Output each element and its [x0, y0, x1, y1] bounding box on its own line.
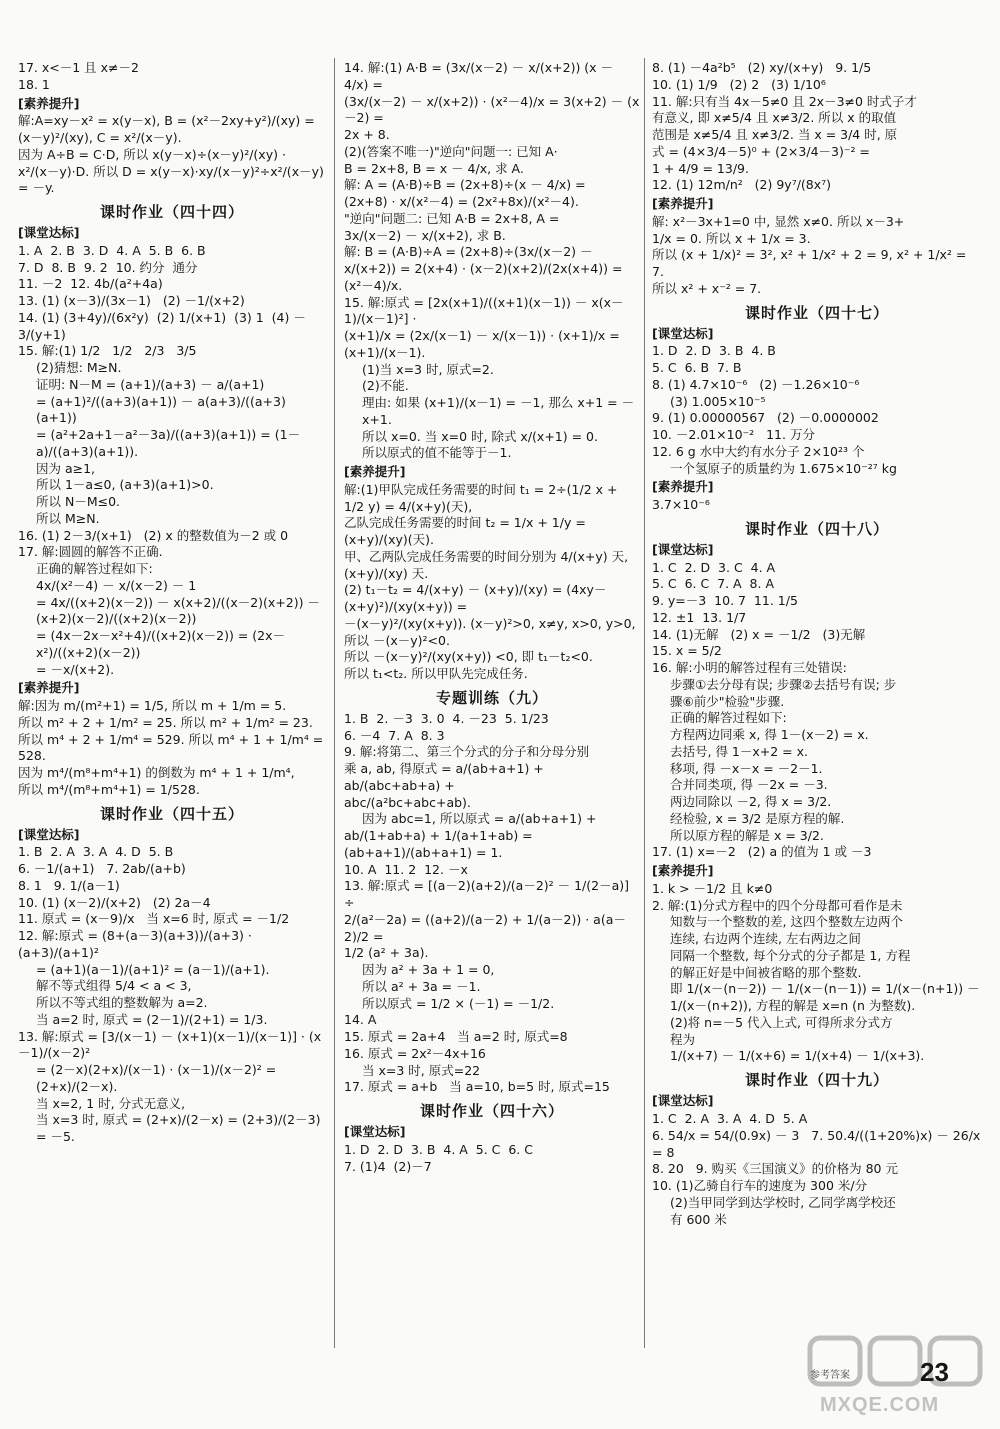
answer-line: 所以 －(x－y)²<0.	[344, 632, 450, 648]
answer-line: 12. (1) 12m/n² (2) 9y⁷/(8x⁷)	[652, 177, 832, 193]
answer-line: 1/2 y) = 4/(x+y)(天),	[344, 498, 473, 514]
answer-line: 乙队完成任务需要的时间 t₂ = 1/x + 1/y = (x+y)/(xy)(天).	[344, 515, 590, 547]
watermark	[800, 1330, 990, 1420]
answer-line: 范围是 x≠5/4 且 x≠3/2. 当 x = 3/4 时, 原	[652, 127, 898, 142]
answer-line: 解: A = (A·B)÷B = (2x+8)÷(x － 4/x) =	[344, 177, 586, 193]
answer-line: 1. C 2. A 3. A 4. D 5. A	[652, 1111, 808, 1127]
answer-line-indented: 即 1/(x－(n－2)) － 1/(x－(n－1)) = 1/(x－(n+1)) －	[670, 981, 980, 997]
answer-line: 3x/(x－2) － x/(x+2), 求 B.	[344, 227, 506, 243]
column-middle	[344, 60, 640, 1380]
answer-line: 12. 6 g 水中大约有水分子 2×10²³ 个	[652, 443, 865, 459]
section-heading: 课时作业（四十九）	[744, 1071, 889, 1090]
answer-line-indented: 连续, 右边两个连续, 左右两边之间	[670, 931, 861, 947]
answer-line: 甲、乙两队完成任务需要的时间分别为 4/(x+y) 天,	[344, 548, 629, 564]
answer-line: 3.7×10⁻⁶	[652, 497, 710, 513]
answer-line-indented: = －x/(x+2).	[36, 661, 115, 677]
answer-line: 12. 解:原式 = (8+(a－3)(a+3))/(a+3) · (a+3)/(a+1)²	[18, 928, 256, 960]
answer-line-indented: 所以不等式组的整数解为 a=2.	[36, 995, 208, 1011]
answer-line: (3x/(x－2) － x/(x+2)) · (x²－4)/x = 3(x+2) － (x－2) =	[344, 93, 640, 126]
answer-line: 10. (1) 1/9 (2) 2 (3) 1/10⁶	[652, 76, 826, 92]
answer-line: 式 = (4×3/4－5)⁰ + (2×3/4－3)⁻² =	[652, 143, 870, 159]
answer-line: 9. (1) 0.00000567 (2) －0.0000002	[652, 410, 879, 426]
answer-line: －(x－y)²/(xy(x+y)). (x－y)²>0, x≠y, x>0, y>0,	[344, 615, 636, 631]
answer-line-indented: = (4x－2x－x²+4)/((x+2)(x－2)) = (2x－x²)/((x+2)(x－2))	[36, 628, 286, 660]
answer-line-indented: 当 x=3 时, 原式=22	[362, 1062, 481, 1078]
answer-line-indented: 当 x=3 时, 原式 = (2+x)/(2－x) = (2+3)/(2－3) = －5.	[36, 1112, 325, 1145]
answer-line: 15. 解:(1) 1/2 1/2 2/3 3/5	[18, 343, 197, 359]
answer-line: 6. －1/(a+1) 7. 2ab/(a+b)	[18, 861, 186, 877]
answer-line: 1. C 2. D 3. C 4. A	[652, 559, 776, 575]
subsection-tag: [课堂达标]	[652, 325, 714, 341]
section-heading: 专题训练（九）	[435, 688, 548, 707]
answer-line: 7. (1)4 (2)－7	[344, 1158, 432, 1174]
answer-line: 17. 原式 = a+b 当 a=10, b=5 时, 原式=15	[344, 1079, 610, 1095]
answer-line: 5. C 6. B 7. B	[652, 360, 742, 376]
answer-line: 16. (1) 2－3/(x+1) (2) x 的整数值为－2 或 0	[18, 527, 289, 543]
answer-line: 解:A=xy－x² = x(y－x), B = (x²－2xy+y²)/(xy) =	[18, 113, 315, 129]
answer-line-indented: 正确的解答过程如下:	[670, 710, 787, 726]
answer-line-indented: 的解正好是中间被省略的那个整数.	[670, 964, 862, 980]
answer-line-indented: 程为	[670, 1031, 696, 1047]
answer-line: 有意义, 即 x≠5/4 且 x≠3/2. 所以 x 的取值	[652, 110, 897, 126]
answer-line: B = 2x+8, B = x － 4/x, 求 A.	[344, 160, 524, 176]
answer-line: 16. 原式 = 2x²－4x+16	[344, 1045, 486, 1061]
answer-line-indented: 骤⑥前少"检验"步骤.	[670, 693, 785, 709]
answer-line: 因为 m⁴/(m⁸+m⁴+1) 的倒数为 m⁴ + 1 + 1/m⁴,	[18, 765, 295, 781]
answer-line-indented: (3) 1.005×10⁻⁵	[670, 393, 766, 409]
answer-line: 所以 t₁<t₂. 所以甲队先完成任务.	[344, 666, 528, 681]
answer-line-indented: (2)猜想: M≥N.	[36, 360, 122, 376]
answer-line-indented: 知数与一个整数的差, 这四个整数左边两个	[670, 914, 903, 930]
answer-line: 14. (1) (3+4y)/(6x²y) (2) 1/(x+1) (3) 1 (4) －3/(y+1)	[18, 309, 306, 342]
answer-line: 解: B = (A·B)÷A = (2x+8)÷(3x/(x－2) －	[344, 244, 593, 260]
answer-line: 10. A 11. 2 12. －x	[344, 861, 468, 877]
page-number: 23	[920, 1357, 949, 1387]
answer-line: 6. 54/x = 54/(0.9x) － 3 7. 50.4/((1+20%)x) － 26/x = 8	[652, 1127, 985, 1160]
answer-line-indented: 理由: 如果 (x+1)/(x－1) = －1, 那么 x+1 = －x+1.	[362, 395, 635, 427]
subsection-tag: [素养提升]	[652, 196, 714, 211]
answer-line-indented: = 4x/((x+2)(x－2)) － x(x+2)/((x－2)(x+2)) － (x+2)(x－2)/((x+2)(x－2))	[36, 594, 324, 627]
answer-line: 10. (1) (x－2)/(x+2) (2) 2a－4	[18, 894, 211, 910]
column-divider-2	[644, 58, 645, 1348]
answer-line: 所以 m⁴ + 2 + 1/m⁴ = 529. 所以 m⁴ + 1 + 1/m⁴ = 528.	[18, 731, 328, 764]
subsection-tag: [素养提升]	[18, 680, 80, 696]
answer-line-indented: 4x/(x²－4) － x/(x－2) － 1	[36, 577, 197, 593]
answer-line-indented: = (2－x)(2+x)/(x－1) · (x－1)/(x－2)² = (2+x)/(2－x).	[36, 1062, 281, 1094]
subsection-tag: [课堂达标]	[344, 1124, 406, 1140]
answer-line-indented: 正确的解答过程如下:	[36, 561, 153, 577]
subsection-tag: [课堂达标]	[652, 541, 714, 557]
answer-line-indented: 所以 a² + 3a = －1.	[362, 978, 481, 994]
answer-line: 2. 解:(1)分式方程中的四个分母都可看作是未	[652, 897, 903, 913]
answer-line: (x－y)²/(xy), C = x²/(x－y).	[18, 130, 182, 145]
answer-line: 11. －2 12. 4b/(a²+4a)	[18, 276, 163, 292]
answer-line-indented: 两边同除以 －2, 得 x = 3/2.	[670, 794, 832, 810]
column-left	[18, 60, 326, 1380]
answer-line-indented: = (a+1)²/((a+3)(a+1)) － a(a+3)/((a+3)(a+1))	[36, 393, 286, 426]
answer-line: 所以 (x + 1/x)² = 3², x² + 1/x² + 2 = 9, x² + 1/x² = 7.	[652, 247, 971, 279]
answer-line-indented: 有 600 米	[670, 1211, 727, 1227]
answer-line-indented: (2)当甲同学到达学校时, 乙同学离学校还	[670, 1194, 896, 1210]
answer-line-indented: (1)当 x=3 时, 原式=2.	[362, 361, 494, 377]
answer-line-indented: 1/(x－(n+2)), 方程的解是 x=n (n 为整数).	[670, 998, 916, 1014]
answer-line: 17. x<－1 且 x≠－2	[18, 60, 139, 75]
answer-line: 8. 1 9. 1/(a－1)	[18, 877, 120, 893]
answer-line: ab/(1+ab+a) + 1/(a+1+ab) = (ab+a+1)/(ab+a+1) = 1.	[344, 828, 537, 860]
answer-line: (2x+8) · x/(x²－4) = (2x²+8x)/(x²－4).	[344, 194, 579, 209]
answer-line: 1 + 4/9 = 13/9.	[652, 160, 749, 176]
answer-line-indented: (2)不能.	[362, 378, 409, 394]
answer-line: 1. k > －1/2 且 k≠0	[652, 880, 773, 896]
answer-line: 17. (1) x=－2 (2) a 的值为 1 或 －3	[652, 844, 872, 860]
answer-line: 因为 A÷B = C·D, 所以 x(y－x)÷(x－y)²/(xy) ·	[18, 146, 286, 162]
answer-line: (x+y)/(xy) 天.	[344, 565, 429, 581]
answer-line-indented: 解不等式组得 5/4 < a < 3,	[36, 978, 192, 994]
section-heading: 课时作业（四十七）	[744, 303, 889, 322]
answer-line-indented: 所以原式 = 1/2 × (－1) = －1/2.	[362, 995, 555, 1011]
answer-line: 6. －4 7. A 8. 3	[344, 727, 445, 743]
answer-line-indented: 当 x=2, 1 时, 分式无意义,	[36, 1095, 186, 1111]
section-heading: 课时作业（四十五）	[99, 804, 244, 823]
answer-line-indented: 因为 a≥1,	[36, 460, 96, 476]
answer-line: abc/(a²bc+abc+ab).	[344, 794, 471, 810]
answer-line-indented: = (a+1)(a－1)/(a+1)² = (a－1)/(a+1).	[36, 961, 270, 977]
section-heading: 课时作业（四十四）	[99, 203, 244, 221]
answer-line: 12. ±1 13. 1/7	[652, 609, 747, 625]
answer-line: 所以 m² + 2 + 1/m² = 25. 所以 m² + 1/m² = 23.	[18, 714, 313, 730]
answer-line-indented: 所以 1－a≤0, (a+3)(a+1)>0.	[36, 477, 214, 493]
answer-line: 1. B 2. A 3. A 4. D 5. B	[18, 844, 174, 860]
answer-line: 所以 m⁴/(m⁸+m⁴+1) = 1/528.	[18, 781, 200, 797]
answer-line-indented: 同隔一个整数, 每个分式的分子都是 1, 方程	[670, 947, 911, 963]
watermark-logo-icon	[800, 1330, 990, 1390]
answer-line-indented: 一个氢原子的质量约为 1.675×10⁻²⁷ kg	[670, 460, 897, 476]
answer-line: 10. (1)乙骑自行车的速度为 300 米/分	[652, 1178, 868, 1194]
answer-line: x²/(x－y)·D. 所以 D = x(y－x)·xy/(x－y)²÷x²/(x－y)	[18, 163, 324, 179]
answer-line-indented: 所以原方程的解是 x = 3/2.	[670, 827, 824, 843]
answer-line-indented: 因为 a² + 3a + 1 = 0,	[362, 962, 495, 978]
answer-line: 16. 解:小明的解答过程有三处错误:	[652, 660, 847, 676]
answer-line-indented: 去括号, 得 1－x+2 = x.	[670, 743, 808, 759]
answer-line: 解:(1)甲队完成任务需要的时间 t₁ = 2÷(1/2 x +	[344, 481, 618, 497]
subsection-tag: [课堂达标]	[18, 826, 80, 842]
answer-line: 14. 解:(1) A·B = (3x/(x－2) － x/(x+2)) (x － 4/x) =	[344, 60, 618, 92]
answer-line: 9. 解:将第二、第三个分式的分子和分母分别	[344, 744, 590, 760]
answer-line-indented: 证明: N－M = (a+1)/(a+3) － a/(a+1)	[36, 376, 265, 392]
answer-line: 1. D 2. D 3. B 4. B	[652, 343, 776, 359]
answer-line: 1. D 2. D 3. B 4. A 5. C 6. C	[344, 1141, 533, 1157]
answer-line: 解: x²－3x+1=0 中, 显然 x≠0. 所以 x－3+	[652, 213, 905, 229]
answer-line-indented: 当 a=2 时, 原式 = (2－1)/(2+1) = 1/3.	[36, 1011, 268, 1027]
answer-line: "逆向"问题二: 已知 A·B = 2x+8, A =	[344, 210, 560, 226]
answer-line: 解:因为 m/(m²+1) = 1/5, 所以 m + 1/m = 5.	[18, 698, 287, 714]
answer-line: 15. 解:原式 = [2x(x+1)/((x+1)(x－1)) － x(x－1)/(x－1)²] ·	[344, 294, 624, 327]
answer-line-indented: 因为 abc=1, 所以原式 = a/(ab+a+1) +	[362, 811, 597, 827]
subsection-tag: [素养提升]	[652, 479, 714, 495]
answer-line: 18. 1	[18, 76, 50, 92]
answer-line: 1/2 (a² + 3a).	[344, 945, 429, 961]
answer-line: 2/(a²－2a) = ((a+2)/(a－2) + 1/(a－2)) · a(a－2)/2 =	[344, 911, 626, 944]
answer-line: 8. (1) －4a²b⁵ (2) xy/(x+y) 9. 1/5	[652, 60, 872, 75]
answer-line-indented: 移项, 得 －x－x = －2－1.	[670, 760, 823, 776]
answer-line: 14. (1)无解 (2) x = －1/2 (3)无解	[652, 626, 866, 642]
answer-line: x/(x+2)) = 2(x+4) · (x－2)(x+2)/(2x(x+4)) = (x²－4)/x.	[344, 261, 627, 293]
answer-line: 11. 原式 = (x－9)/x 当 x=6 时, 原式 = －1/2	[18, 911, 290, 927]
answer-line: 9. y=－3 10. 7 11. 1/5	[652, 593, 798, 609]
answer-line-indented: 合并同类项, 得 －2x = －3.	[670, 777, 828, 793]
footer-label: 参考答案	[810, 1370, 850, 1381]
subsection-tag: [课堂达标]	[18, 225, 80, 241]
subsection-tag: [课堂达标]	[652, 1093, 714, 1109]
answer-line-indented: 步骤①去分母有误; 步骤②去括号有误; 步	[670, 676, 897, 692]
answer-line-indented: 所以 M≥N.	[36, 510, 100, 526]
subsection-tag: [素养提升]	[18, 95, 80, 111]
answer-line: 15. x = 5/2	[652, 643, 722, 659]
answer-line-indented: 所以原式的值不能等于－1.	[362, 445, 512, 461]
answer-line: 13. 解:原式 = [(a－2)(a+2)/(a－2)² － 1/(2－a)] ÷	[344, 878, 633, 911]
column-right	[652, 60, 985, 1380]
answer-line: 13. (1) (x－3)/(3x－1) (2) －1/(x+2)	[18, 293, 245, 309]
section-heading: 课时作业（四十八）	[744, 519, 889, 538]
subsection-tag: [素养提升]	[652, 863, 714, 879]
answer-line: 8. (1) 4.7×10⁻⁶ (2) －1.26×10⁻⁶	[652, 376, 860, 392]
answer-line-indented: (2)将 n=－5 代入上式, 可得所求分式方	[670, 1014, 893, 1030]
answer-line-indented: 所以 x=0. 当 x=0 时, 除式 x/(x+1) = 0.	[362, 428, 598, 444]
answer-line: 1. A 2. B 3. D 4. A 5. B 6. B	[18, 242, 206, 258]
answer-line: 15. 原式 = 2a+4 当 a=2 时, 原式=8	[344, 1029, 568, 1045]
column-divider-1	[334, 58, 335, 1348]
answer-line: 10. －2.01×10⁻² 11. 万分	[652, 427, 815, 443]
answer-line: 13. 解:原式 = [3/(x－1) － (x+1)(x－1)/(x－1)] · (x－1)/(x－2)²	[18, 1028, 322, 1061]
answer-line: 乘 a, ab, 得原式 = a/(ab+a+1) + ab/(abc+ab+a) +	[344, 761, 548, 793]
answer-line: (2)(答案不唯一)"逆向"问题一: 已知 A·	[344, 143, 558, 159]
answer-line: 7. D 8. B 9. 2 10. 约分 通分	[18, 259, 198, 275]
answer-line: 所以 x² + x⁻² = 7.	[652, 280, 762, 296]
answer-line: (2) t₁－t₂ = 4/(x+y) － (x+y)/(xy) = (4xy－(x+y)²)/(xy(x+y)) =	[344, 582, 607, 614]
answer-line: 17. 解:圆圆的解答不正确.	[18, 544, 163, 560]
answer-line-indented: 1/(x+7) － 1/(x+6) = 1/(x+4) － 1/(x+3).	[670, 1048, 925, 1064]
answer-line-indented: = (a²+2a+1－a²－3a)/((a+3)(a+1)) = (1－a)/((a+3)(a+1)).	[36, 427, 301, 459]
answer-line: 11. 解:只有当 4x－5≠0 且 2x－3≠0 时式子才	[652, 93, 917, 109]
watermark-text: MXQE.COM	[820, 1394, 940, 1416]
answer-line: 2x + 8.	[344, 127, 390, 142]
section-heading: 课时作业（四十六）	[419, 1102, 564, 1121]
subsection-tag: [素养提升]	[344, 464, 406, 479]
answer-line: 8. 20 9. 购买《三国演义》的价格为 80 元	[652, 1161, 898, 1177]
answer-line: 1/x = 0. 所以 x + 1/x = 3.	[652, 230, 811, 246]
answer-line: 1. B 2. －3 3. 0 4. －23 5. 1/23	[344, 710, 549, 726]
answer-line: 5. C 6. C 7. A 8. A	[652, 576, 774, 592]
answer-line-indented: 所以 N－M≤0.	[36, 494, 121, 510]
answer-line: (x+1)/x = (2x/(x－1) － x/(x－1)) · (x+1)/x = (x+1)/(x－1).	[344, 328, 624, 360]
answer-line-indented: 方程两边同乘 x, 得 1－(x－2) = x.	[670, 727, 869, 743]
answer-line: 14. A	[344, 1012, 377, 1028]
answer-line-indented: 经检验, x = 3/2 是原方程的解.	[670, 810, 845, 826]
answer-line: 所以 －(x－y)²/(xy(x+y)) <0, 即 t₁－t₂<0.	[344, 649, 593, 665]
answer-line: = －y.	[18, 180, 55, 196]
